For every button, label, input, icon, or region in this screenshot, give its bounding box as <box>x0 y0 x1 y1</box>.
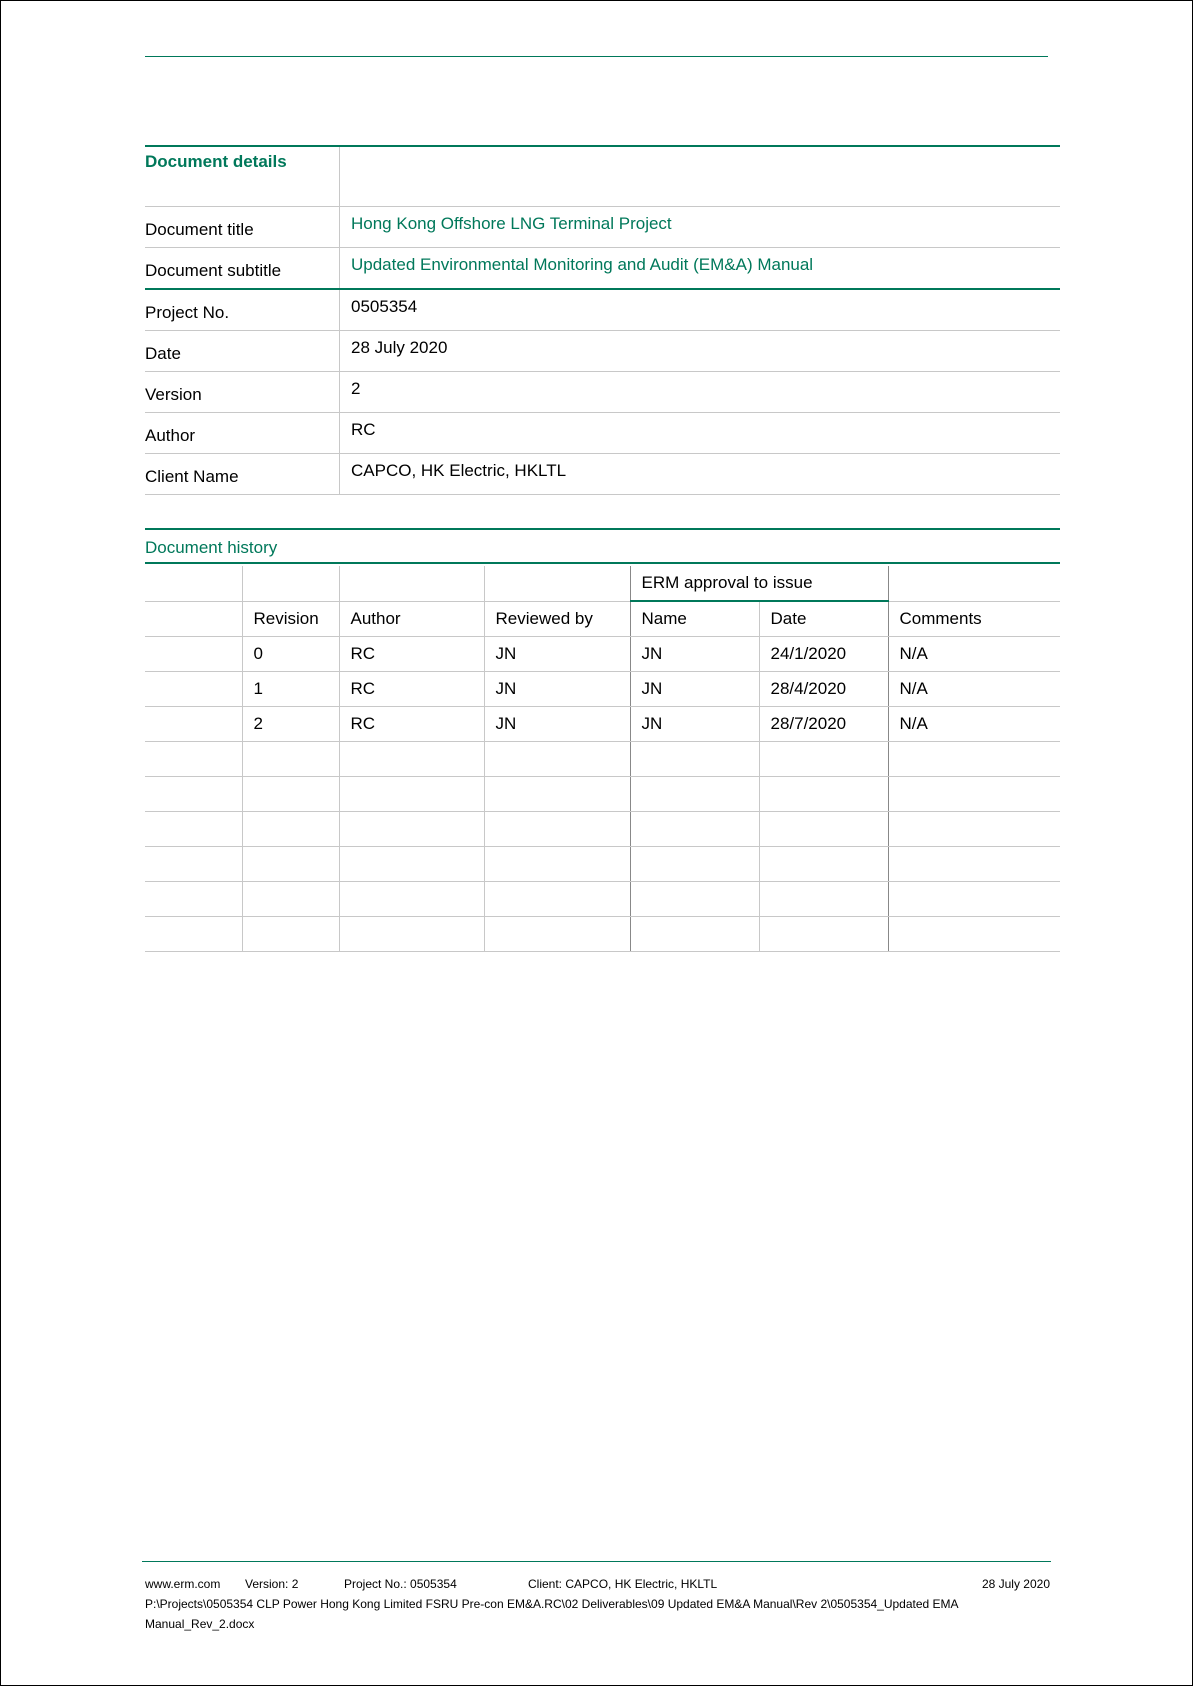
history-cell <box>888 812 1060 847</box>
document-details-table <box>145 145 1060 495</box>
header-rule <box>145 56 1048 57</box>
detail-label-title: Document title <box>145 207 340 248</box>
footer <box>145 1574 1050 1634</box>
col-name-header: Name <box>630 601 759 637</box>
footer-file-path: P:\Projects\0505354 CLP Power Hong Kong Limited FSRU Pre-con EM&A.RC\02 Deliverables\09 Updated EM&A Manual\Rev 2\0505354_Updated EMA Manual_Rev_2.docx <box>145 1597 958 1631</box>
history-cell: RC <box>339 707 484 742</box>
history-cell <box>242 742 339 777</box>
history-cell: JN <box>484 637 630 672</box>
history-cell <box>759 917 888 952</box>
history-cell: JN <box>484 707 630 742</box>
history-cell <box>484 742 630 777</box>
footer-client: Client: CAPCO, HK Electric, HKLTL <box>528 1577 718 1591</box>
history-cell <box>339 812 484 847</box>
table-row <box>145 672 1060 707</box>
history-cell: N/A <box>888 637 1060 672</box>
history-cell: N/A <box>888 672 1060 707</box>
history-cell <box>339 847 484 882</box>
history-cell <box>339 566 484 601</box>
history-cell <box>630 812 759 847</box>
col-comments-header: Comments <box>888 601 1060 637</box>
history-cell <box>888 917 1060 952</box>
detail-label-version: Version <box>145 372 340 413</box>
history-cell: RC <box>339 637 484 672</box>
table-row <box>145 742 1060 777</box>
history-cell <box>145 777 242 812</box>
history-cell <box>145 742 242 777</box>
history-cell <box>242 847 339 882</box>
history-cell: JN <box>630 672 759 707</box>
history-cell: 24/1/2020 <box>759 637 888 672</box>
history-cell <box>630 777 759 812</box>
history-cell <box>759 742 888 777</box>
history-cell <box>145 847 242 882</box>
history-cell <box>888 847 1060 882</box>
history-cell: 0 <box>242 637 339 672</box>
history-cell: JN <box>630 707 759 742</box>
history-cell <box>145 917 242 952</box>
detail-value-title: Hong Kong Offshore LNG Terminal Project <box>340 207 1061 248</box>
history-cell <box>145 601 242 637</box>
history-cell <box>145 566 242 601</box>
history-cell <box>484 917 630 952</box>
history-cell <box>888 566 1060 601</box>
history-cell <box>145 672 242 707</box>
history-cell: 28/7/2020 <box>759 707 888 742</box>
history-cell <box>484 812 630 847</box>
col-reviewed-by-header: Reviewed by <box>484 601 630 637</box>
col-author-header: Author <box>339 601 484 637</box>
history-group-header-row <box>145 566 1060 601</box>
history-cell <box>759 777 888 812</box>
footer-date: 28 July 2020 <box>981 1577 1050 1591</box>
history-cell <box>630 917 759 952</box>
history-cell <box>339 777 484 812</box>
history-cell <box>242 812 339 847</box>
table-row <box>145 707 1060 742</box>
document-history-table <box>145 566 1060 952</box>
detail-label-author: Author <box>145 413 340 454</box>
history-cell <box>339 742 484 777</box>
detail-label-subtitle: Document subtitle <box>145 248 340 290</box>
detail-value-author: RC <box>340 413 1061 454</box>
history-cell <box>888 742 1060 777</box>
history-cell <box>242 566 339 601</box>
history-cell <box>630 882 759 917</box>
history-cell <box>630 847 759 882</box>
history-cell <box>484 777 630 812</box>
history-cell <box>145 882 242 917</box>
history-cell <box>888 882 1060 917</box>
history-cell: 1 <box>242 672 339 707</box>
history-cell <box>339 917 484 952</box>
detail-label-client: Client Name <box>145 454 340 495</box>
document-details-heading: Document details <box>145 146 340 207</box>
table-row <box>145 637 1060 672</box>
detail-value-date: 28 July 2020 <box>340 331 1061 372</box>
table-row <box>145 847 1060 882</box>
history-cell <box>759 812 888 847</box>
table-row <box>145 917 1060 952</box>
footer-website: www.erm.com <box>145 1577 221 1591</box>
history-cell <box>242 882 339 917</box>
footer-rule <box>142 1561 1051 1562</box>
approval-group-header: ERM approval to issue <box>630 566 888 601</box>
detail-value-subtitle: Updated Environmental Monitoring and Audit (EM&A) Manual <box>340 248 1061 290</box>
table-row <box>145 882 1060 917</box>
history-cell: JN <box>484 672 630 707</box>
col-revision-header: Revision <box>242 601 339 637</box>
history-cell <box>339 882 484 917</box>
history-cell <box>888 777 1060 812</box>
history-cell <box>145 812 242 847</box>
history-cell <box>759 882 888 917</box>
history-cell <box>759 847 888 882</box>
history-cell <box>242 777 339 812</box>
detail-label-date: Date <box>145 331 340 372</box>
col-date-header: Date <box>759 601 888 637</box>
history-cell <box>630 742 759 777</box>
history-cell <box>484 566 630 601</box>
table-row <box>145 777 1060 812</box>
history-cell: 28/4/2020 <box>759 672 888 707</box>
detail-value-project-no: 0505354 <box>340 289 1061 331</box>
detail-label-project-no: Project No. <box>145 289 340 331</box>
detail-value-version: 2 <box>340 372 1061 413</box>
history-cell <box>484 847 630 882</box>
footer-version: Version: 2 <box>245 1577 299 1591</box>
history-cell: N/A <box>888 707 1060 742</box>
footer-project: Project No.: 0505354 <box>344 1577 457 1591</box>
history-cell <box>145 707 242 742</box>
history-column-header-row <box>145 601 1060 637</box>
document-history-heading: Document history <box>145 528 1060 564</box>
history-cell <box>484 882 630 917</box>
history-cell: RC <box>339 672 484 707</box>
history-cell: JN <box>630 637 759 672</box>
history-cell: 2 <box>242 707 339 742</box>
history-cell <box>145 637 242 672</box>
table-row <box>145 812 1060 847</box>
detail-value-client: CAPCO, HK Electric, HKLTL <box>340 454 1061 495</box>
history-cell <box>242 917 339 952</box>
